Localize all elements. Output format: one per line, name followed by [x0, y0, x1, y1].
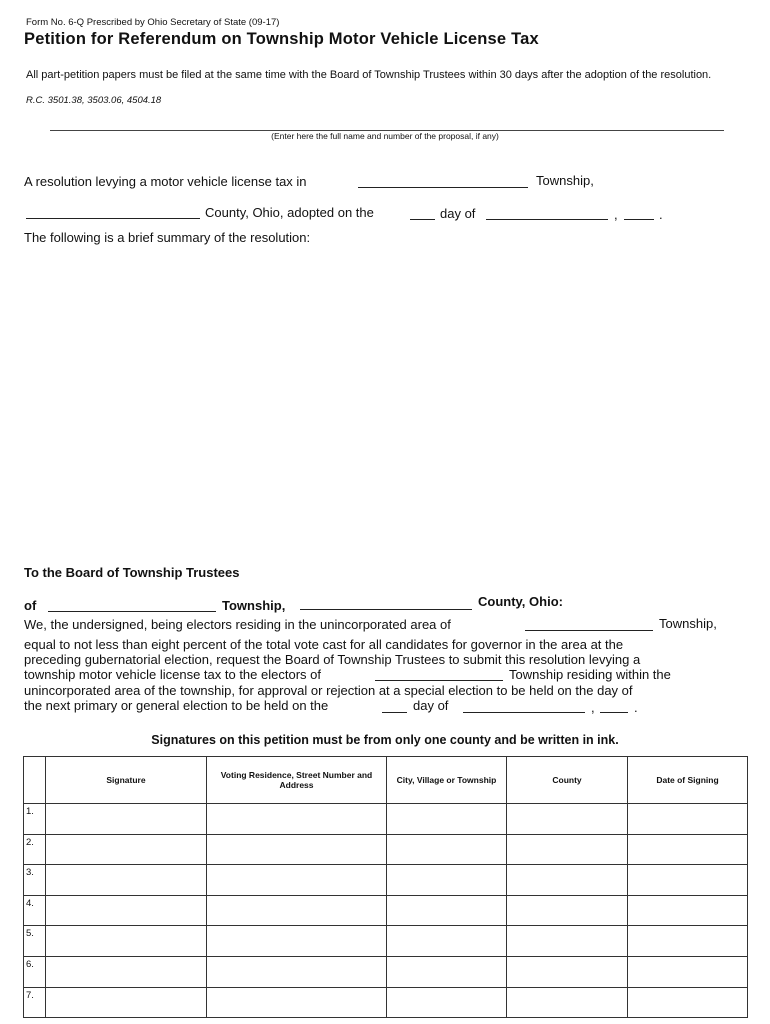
row-number: 5. — [24, 926, 46, 957]
resolution-line2-county: County, Ohio, adopted on the — [205, 205, 374, 220]
signature-cell[interactable] — [46, 987, 207, 1018]
signature-cell[interactable] — [46, 865, 207, 896]
electors-township-field[interactable] — [375, 670, 503, 681]
table-row — [24, 926, 748, 957]
adopted-year-field[interactable] — [624, 209, 654, 220]
signature-cell[interactable] — [46, 895, 207, 926]
table-row — [24, 956, 748, 987]
residence-cell[interactable] — [207, 956, 387, 987]
residence-cell[interactable] — [207, 804, 387, 835]
row-number: 6. — [24, 956, 46, 987]
row-number: 2. — [24, 834, 46, 865]
of-label: of — [24, 598, 37, 613]
residence-cell[interactable] — [207, 834, 387, 865]
city-cell[interactable] — [387, 834, 507, 865]
col-header-signature: Signature — [46, 757, 207, 804]
county-cell[interactable] — [507, 926, 628, 957]
election-day-field[interactable] — [382, 702, 407, 713]
date-cell[interactable] — [628, 804, 748, 835]
table-row — [24, 895, 748, 926]
rc-reference: R.C. 3501.38, 3503.06, 4504.18 — [26, 95, 162, 106]
filing-instructions: All part-petition papers must be filed at the same time with the Board of Township Trustees within 30 days after the adoption of the resolution. — [26, 69, 712, 81]
date-cell[interactable] — [628, 956, 748, 987]
resolution-line1-prefix: A resolution levying a motor vehicle license tax in — [24, 174, 307, 189]
page-title: Petition for Referendum on Township Motor Vehicle License Tax — [24, 30, 539, 48]
county-cell[interactable] — [507, 895, 628, 926]
county-cell[interactable] — [507, 956, 628, 987]
summary-label: The following is a brief summary of the resolution: — [24, 230, 311, 245]
county-field[interactable] — [26, 208, 200, 219]
residence-cell[interactable] — [207, 987, 387, 1018]
county-cell[interactable] — [507, 865, 628, 896]
county-cell[interactable] — [507, 804, 628, 835]
para-line5: unincorporated area of the township, for approval or rejection at a special election to be held on the day of — [24, 683, 633, 698]
para-line6-prefix: the next primary or general election to be held on the — [24, 698, 329, 713]
adopted-month-field[interactable] — [486, 209, 608, 220]
residence-cell[interactable] — [207, 865, 387, 896]
row-number: 7. — [24, 987, 46, 1018]
col-header-residence: Voting Residence, Street Number and Address — [207, 757, 387, 804]
trustees-county-field[interactable] — [300, 599, 472, 610]
signature-table-header — [24, 757, 748, 804]
county-cell[interactable] — [507, 834, 628, 865]
table-row — [24, 834, 748, 865]
signature-cell[interactable] — [46, 926, 207, 957]
para-line3: preceding gubernatorial election, request the Board of Township Trustees to submit this resolution levying a — [24, 652, 641, 667]
col-header-city: City, Village or Township — [387, 757, 507, 804]
comma-2: , — [591, 700, 595, 715]
table-row — [24, 804, 748, 835]
city-cell[interactable] — [387, 804, 507, 835]
table-row — [24, 987, 748, 1018]
row-number: 3. — [24, 865, 46, 896]
date-cell[interactable] — [628, 926, 748, 957]
date-cell[interactable] — [628, 895, 748, 926]
election-year-field[interactable] — [600, 702, 628, 713]
para-line4-prefix: township motor vehicle license tax to the electors of — [24, 667, 321, 682]
city-cell[interactable] — [387, 956, 507, 987]
county-cell[interactable] — [507, 987, 628, 1018]
signature-table — [23, 756, 748, 1018]
form-number: Form No. 6-Q Prescribed by Ohio Secretary of State (09-17) — [26, 17, 280, 28]
para-line2: equal to not less than eight percent of the total vote cast for all candidates for governor in the area at the — [24, 637, 624, 652]
table-row — [24, 865, 748, 896]
para-line6-day: day of — [413, 698, 449, 713]
period-1: . — [659, 207, 663, 222]
row-number: 1. — [24, 804, 46, 835]
township-label: Township, — [222, 598, 286, 613]
residence-cell[interactable] — [207, 926, 387, 957]
election-month-field[interactable] — [463, 702, 585, 713]
resolution-line1-suffix: Township, — [536, 173, 594, 188]
city-cell[interactable] — [387, 895, 507, 926]
township-field[interactable] — [358, 177, 528, 188]
county-ohio-label: County, Ohio: — [478, 594, 563, 609]
col-header-county: County — [507, 757, 628, 804]
signature-notice: Signatures on this petition must be from only one county and be written in ink. — [151, 733, 619, 747]
para-line4-suffix: Township residing within the — [509, 667, 671, 682]
signature-cell[interactable] — [46, 956, 207, 987]
col-header-number — [24, 757, 46, 804]
city-cell[interactable] — [387, 987, 507, 1018]
col-header-date: Date of Signing — [628, 757, 748, 804]
period-2: . — [634, 700, 638, 715]
unincorporated-township-field[interactable] — [525, 620, 653, 631]
comma-1: , — [614, 207, 618, 222]
date-cell[interactable] — [628, 865, 748, 896]
para-line1-suffix: Township, — [659, 616, 717, 631]
trustees-heading: To the Board of Township Trustees — [24, 565, 240, 580]
row-number: 4. — [24, 895, 46, 926]
date-cell[interactable] — [628, 834, 748, 865]
signature-cell[interactable] — [46, 834, 207, 865]
residence-cell[interactable] — [207, 895, 387, 926]
signature-cell[interactable] — [46, 804, 207, 835]
proposal-hint: (Enter here the full name and number of the proposal, if any) — [271, 131, 499, 141]
adopted-day-field[interactable] — [410, 209, 435, 220]
para-line1-prefix: We, the undersigned, being electors residing in the unincorporated area of — [24, 617, 451, 632]
city-cell[interactable] — [387, 926, 507, 957]
summary-textarea[interactable] — [24, 250, 746, 550]
resolution-line2-day: day of — [440, 206, 476, 221]
trustees-of-township-field[interactable] — [48, 601, 216, 612]
city-cell[interactable] — [387, 865, 507, 896]
date-cell[interactable] — [628, 987, 748, 1018]
